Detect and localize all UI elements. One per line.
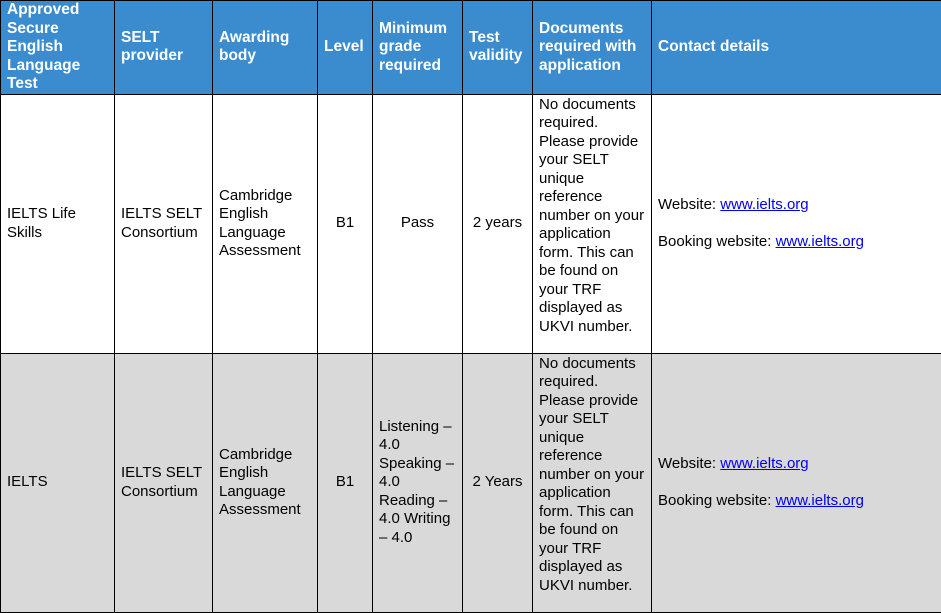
header-level: Level <box>318 1 373 95</box>
cell-contact <box>652 353 941 612</box>
header-documents: Documents required with application <box>533 1 652 95</box>
header-min-grade: Minimum grade required <box>373 1 463 95</box>
booking-line <box>658 492 935 511</box>
booking-label: Booking website: <box>658 492 771 509</box>
cell-provider: IELTS SELT Consortium <box>115 353 213 612</box>
cell-min-grade: Listening – 4.0 Speaking – 4.0 Reading – 4.0 Writing – 4.0 <box>373 353 463 612</box>
cell-test: IELTS Life Skills <box>1 94 115 353</box>
header-row <box>1 1 941 95</box>
booking-line <box>658 233 935 252</box>
cell-validity: 2 Years <box>463 353 533 612</box>
cell-contact <box>652 94 941 353</box>
booking-label: Booking website: <box>658 233 771 250</box>
booking-link[interactable]: www.ielts.org <box>776 233 864 250</box>
header-awarding-body: Awarding body <box>213 1 318 95</box>
header-contact: Contact details <box>652 1 941 95</box>
website-label: Website: <box>658 455 716 472</box>
website-label: Website: <box>658 196 716 213</box>
table-row <box>1 94 941 353</box>
cell-awarding-body: Cambridge English Language Assessment <box>213 94 318 353</box>
cell-documents: No documents required. Please provide your SELT unique reference number on your application form. This can be found on your TRF displayed as UKVI number. <box>533 94 652 353</box>
cell-provider: IELTS SELT Consortium <box>115 94 213 353</box>
website-link[interactable]: www.ielts.org <box>720 196 808 213</box>
cell-level: B1 <box>318 94 373 353</box>
header-test: Approved Secure English Language Test <box>1 1 115 95</box>
cell-documents: No documents required. Please provide your SELT unique reference number on your application form. This can be found on your TRF displayed as UKVI number. <box>533 353 652 612</box>
header-provider: SELT provider <box>115 1 213 95</box>
cell-min-grade: Pass <box>373 94 463 353</box>
cell-awarding-body: Cambridge English Language Assessment <box>213 353 318 612</box>
website-link[interactable]: www.ielts.org <box>720 455 808 472</box>
website-line <box>658 196 935 215</box>
cell-test: IELTS <box>1 353 115 612</box>
booking-link[interactable]: www.ielts.org <box>776 492 864 509</box>
cell-validity: 2 years <box>463 94 533 353</box>
website-line <box>658 455 935 474</box>
header-validity: Test validity <box>463 1 533 95</box>
table-row <box>1 353 941 612</box>
cell-level: B1 <box>318 353 373 612</box>
